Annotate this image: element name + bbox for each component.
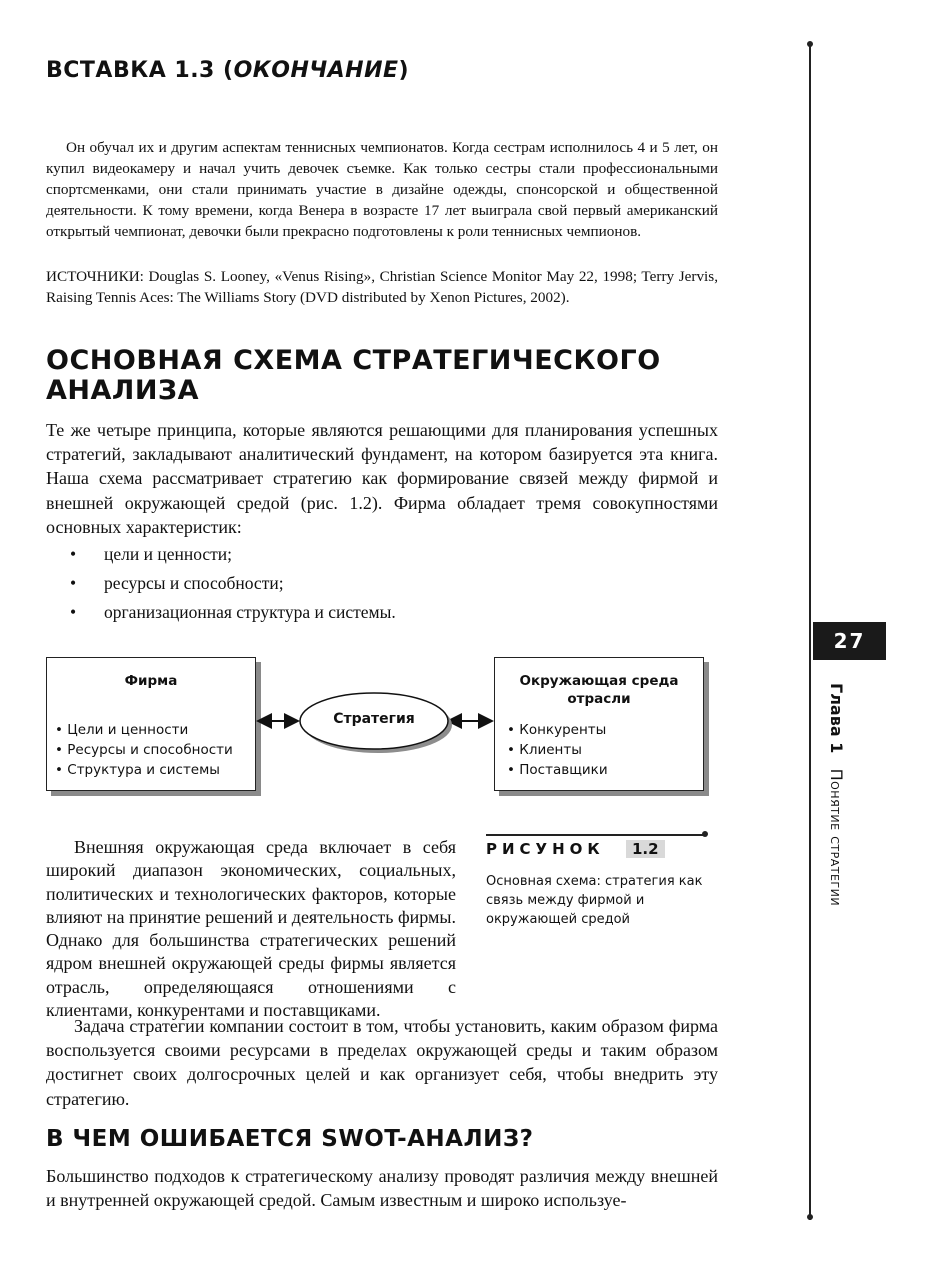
figure-caption: Основная схема: стратегия как связь между фирмой и окружающей средой (486, 874, 703, 927)
environment-list (507, 720, 703, 780)
rule-bottom-dot (807, 1214, 813, 1220)
list-item: • Структура и системы (55, 760, 255, 780)
environment-box (494, 657, 704, 791)
figure-label: РИСУНОК (486, 840, 605, 858)
insert-title: ВСТАВКА 1.3 (ОКОНЧАНИЕ) (46, 58, 410, 83)
firm-list (55, 720, 255, 780)
running-head (820, 683, 846, 923)
strategy-task-paragraph: Задача стратегии компании состоит в том, чтобы установить, каким образом фирма воспользуется своими ресурсами в пределах окружающей среды и таким образом достигнет своих долгосрочных целей и как организует себя, чтобы внедрить эту стратегию. (46, 1016, 718, 1109)
rule-top-dot (807, 41, 813, 47)
list-item: • цели и ценности; (70, 540, 396, 569)
list-item: • ресурсы и способности; (70, 569, 396, 598)
section-heading: ОСНОВНАЯ СХЕМА СТРАТЕГИЧЕСКОГО АНАЛИЗА (46, 345, 661, 406)
insert-title-italic: ОКОНЧАНИЕ (233, 58, 399, 83)
strategy-label: Стратегия (333, 711, 415, 727)
chapter-title: Понятие стратегии (827, 768, 846, 907)
intro-paragraph: Те же четыре принципа, которые являются решающими для планирования успешных стратегий, закладывают аналитический фундамент, на котором базируется эта книга. Наша схема рассматривает стратегию как формирование связей между фирмой и внешней окружающей средой (рис. 1.2). Фирма обладает тремя совокупностями основных характеристик: (46, 420, 718, 537)
list-item: • Конкуренты (507, 720, 703, 740)
list-item: • Поставщики (507, 760, 703, 780)
characteristics-list (70, 540, 396, 627)
firm-box (46, 657, 256, 791)
insert-paragraph: Он обучал их и другим аспектам теннисных чемпионатов. Когда сестрам исполнилось 4 и 5 лет, он купил видеокамеру и начал учить девочек съемке. Как только сестры стали профессиональными спортсменками, они стали принимать участие в дизайне одежды, спонсорской и общественной деятельности. К тому времени, когда Венера в возрасте 17 лет выиграла свой первый американский открытый чемпионат, девочки были прекрасно подготовлены к роли теннисных чемпионов. (46, 139, 718, 240)
chapter-label: Глава 1 (827, 683, 846, 754)
insert-sources: ИСТОЧНИКИ: Douglas S. Looney, «Venus Rising», Christian Science Monitor May 22, 1998; Terry Jervis, Raising Tennis Aces: The Williams Story (DVD distributed by Xenon Pictures, 2002). (46, 268, 718, 306)
environment-title: Окружающая среда отрасли (519, 673, 679, 707)
text-wrap-spacer (456, 836, 718, 998)
figure-number: 1.2 (626, 840, 665, 858)
list-item: • Цели и ценности (55, 720, 255, 740)
list-item: • Клиенты (507, 740, 703, 760)
list-item: • Ресурсы и способности (55, 740, 255, 760)
environment-paragraph: Внешняя окружающая среда включает в себя широкий диапазон экономических, социальных, политических и технологических факторов, которые влияют на принятие решений и деятельность фирмы. Однако для большинства стратегических решений ядром внешней окружающей среды фирмы является отрасль, определяющаяся отношениями с клиентами, конкурентами и поставщиками. (46, 836, 718, 1022)
page-number: 27 (813, 622, 886, 660)
margin-rule (809, 44, 811, 1220)
swot-paragraph: Большинство подходов к стратегическому анализу проводят различия между внешней и внутренней окружающей средой. Самым известным и широко используе- (46, 1166, 718, 1211)
firm-title: Фирма (124, 673, 178, 689)
list-item: • организационная структура и системы. (70, 598, 396, 627)
swot-heading: В ЧЕМ ОШИБАЕТСЯ SWOT-АНАЛИЗ? (46, 1126, 534, 1152)
